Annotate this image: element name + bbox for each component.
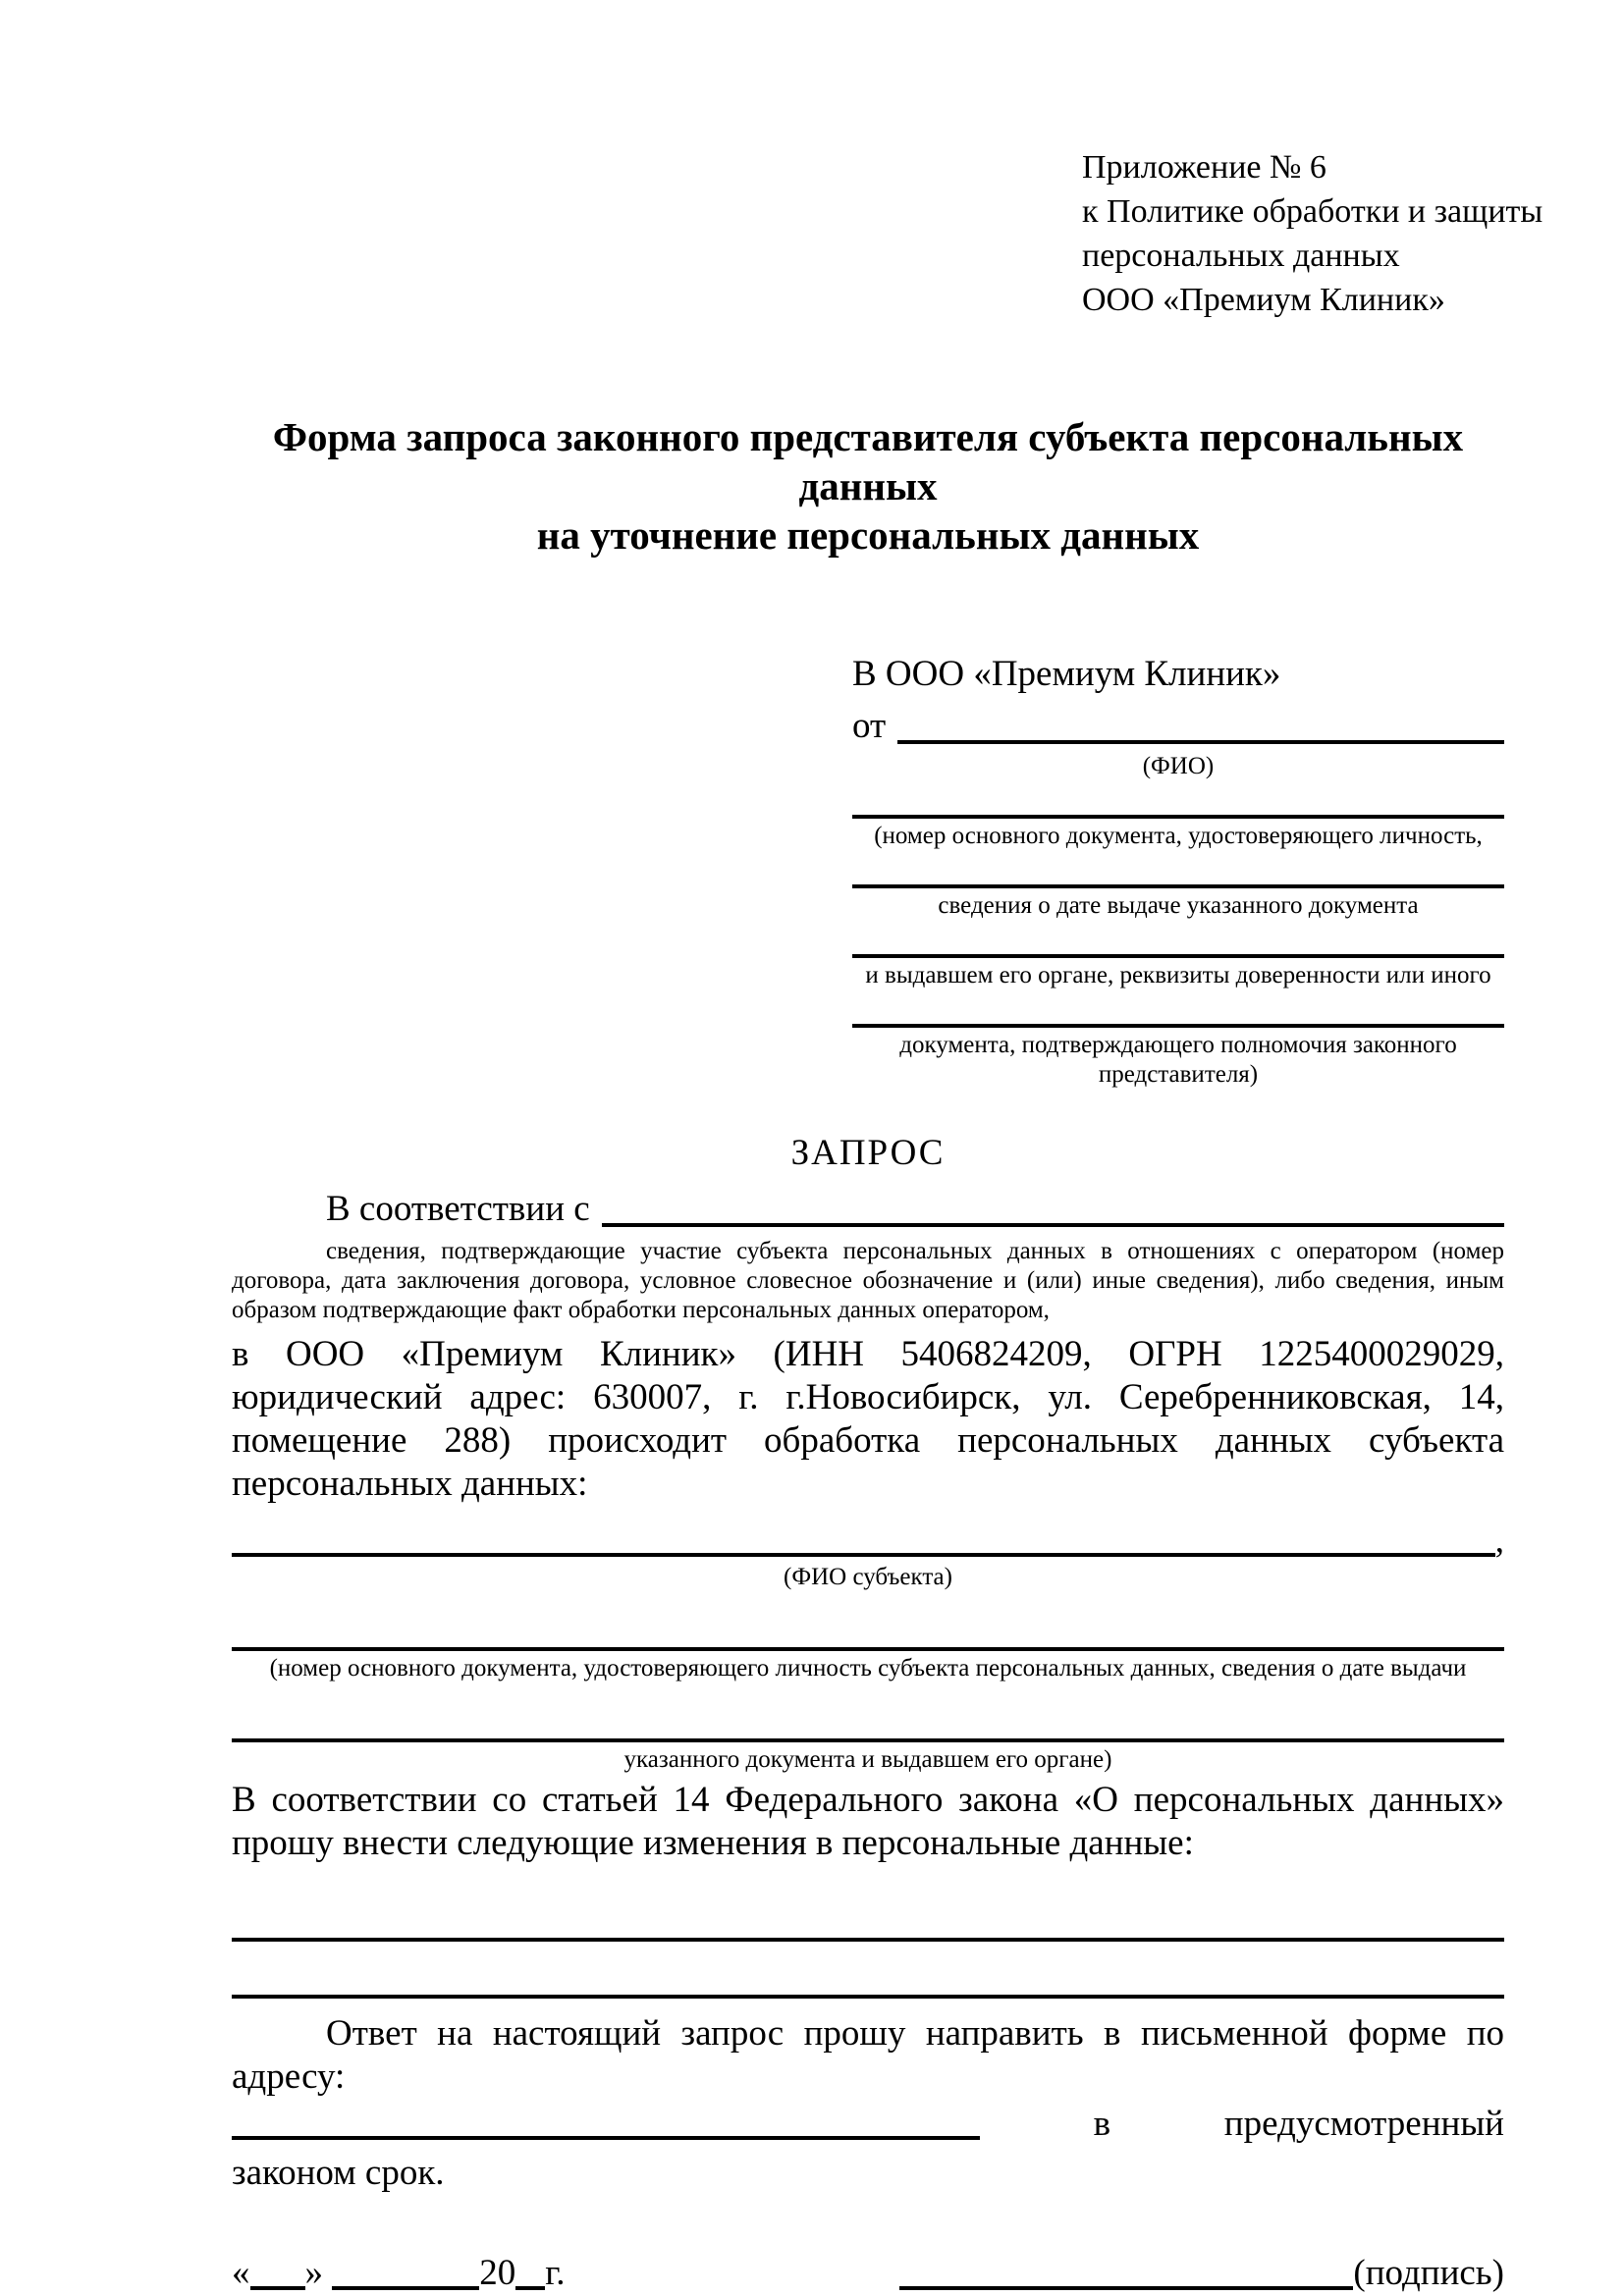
response-word-term: предусмотренный — [1223, 2104, 1504, 2144]
appendix-note — [1082, 145, 1543, 322]
form-title-line-2: на уточнение персональных данных — [536, 512, 1200, 558]
representative-doc-field-2 — [852, 851, 1504, 921]
blank-line — [232, 1610, 1504, 1651]
appendix-line-4: ООО «Премиум Клиник» — [1082, 282, 1445, 318]
fio-caption: (ФИО) — [1142, 753, 1215, 779]
blank-caption: (номер основного документа, удостоверяющего личность, — [874, 823, 1483, 849]
blank-line — [852, 851, 1504, 888]
day-blank-line — [250, 2257, 305, 2290]
from-field — [852, 705, 1504, 750]
response-word-v: в — [1093, 2104, 1111, 2144]
intro-text: В соответствии с — [326, 1189, 590, 1229]
blank-line — [232, 1701, 1504, 1742]
article-paragraph: В соответствии со статьей 14 Федерального закона «О персональных данных» прошу внести следующие изменения в персональные данные: — [232, 1780, 1504, 1863]
subject-comma: , — [1494, 1521, 1504, 1561]
address-blank-line — [232, 2099, 980, 2140]
form-title-line-1: Форма запроса законного представителя субъекта персональных данных — [272, 414, 1464, 508]
intro-field — [232, 1188, 1504, 1233]
subject-fio-caption: (ФИО субъекта) — [784, 1564, 952, 1590]
appendix-line-1: Приложение № 6 — [1082, 149, 1326, 186]
response-line-1: Ответ на настоящий запрос прошу направить в письменной форме по адресу: — [232, 2013, 1504, 2097]
response-line-3: законом срок. — [232, 2153, 445, 2193]
subject-fio-field — [232, 1520, 1504, 1563]
year-prefix: 20 — [479, 2253, 516, 2293]
blank-line — [852, 781, 1504, 819]
intro-blank-line — [602, 1188, 1504, 1227]
subject-doc-field-2 — [232, 1701, 1504, 1775]
subject-doc-caption-1: (номер основного документа, удостоверяющего личность субъекта персональных данных, сведения о дате выдачи — [269, 1655, 1467, 1682]
year-blank-line — [515, 2257, 545, 2290]
subject-doc-field-1 — [232, 1610, 1504, 1683]
signature-blank-line — [899, 2257, 1353, 2290]
date-quote-open: « — [232, 2253, 250, 2293]
from-label: от — [852, 706, 887, 746]
month-blank-line — [332, 2257, 479, 2290]
request-heading: ЗАПРОС — [790, 1133, 946, 1173]
signature-row — [232, 2252, 1504, 2295]
addressee-block — [852, 652, 1504, 1090]
date-field — [232, 2252, 566, 2295]
blank-caption: и выдавшем его органе, реквизиты доверенности или иного — [865, 962, 1491, 988]
appendix-line-3: персональных данных — [1082, 238, 1400, 274]
blank-caption: документа, подтверждающего полномочия законного представителя) — [899, 1032, 1457, 1088]
representative-doc-field-3 — [852, 921, 1504, 990]
response-address-field — [232, 2099, 1504, 2146]
from-blank-line — [897, 705, 1504, 744]
response-paragraph — [232, 2012, 1504, 2195]
changes-blank-line-1 — [232, 1891, 1504, 1942]
subject-fio-blank-line — [232, 1520, 1495, 1557]
date-quote-close: » — [304, 2253, 323, 2293]
operator-paragraph: в ООО «Премиум Клиник» (ИНН 5406824209, ОГРН 1225400029029, юридический адрес: 630007, г. г.Новосибирск, ул. Серебренниковская, 14, помещение 288) происходит обработка персональных данных субъекта персональных данных: — [232, 1334, 1504, 1504]
signature-field — [899, 2252, 1504, 2295]
intro-footnote: сведения, подтверждающие участие субъекта персональных данных в отношениях с оператором (номер договора, дата заключения договора, условное словесное обозначение и (или) иные сведения), либо сведения, иным образом подтверждающие факт обработки персональных данных оператором, — [232, 1238, 1504, 1323]
appendix-line-2: к Политике обработки и защиты — [1082, 193, 1543, 230]
addressee-organization: В ООО «Премиум Клиник» — [852, 654, 1281, 694]
signature-caption: (подпись) — [1353, 2253, 1504, 2293]
blank-caption: сведения о дате выдаче указанного документа — [938, 892, 1419, 919]
form-title — [232, 412, 1504, 560]
representative-doc-field-4 — [852, 990, 1504, 1090]
blank-line — [852, 990, 1504, 1028]
representative-doc-field-1 — [852, 781, 1504, 851]
year-suffix: г. — [545, 2253, 566, 2293]
changes-blank-line-2 — [232, 1942, 1504, 1999]
subject-doc-caption-2: указанного документа и выдавшем его органе) — [623, 1746, 1112, 1773]
blank-line — [852, 921, 1504, 958]
